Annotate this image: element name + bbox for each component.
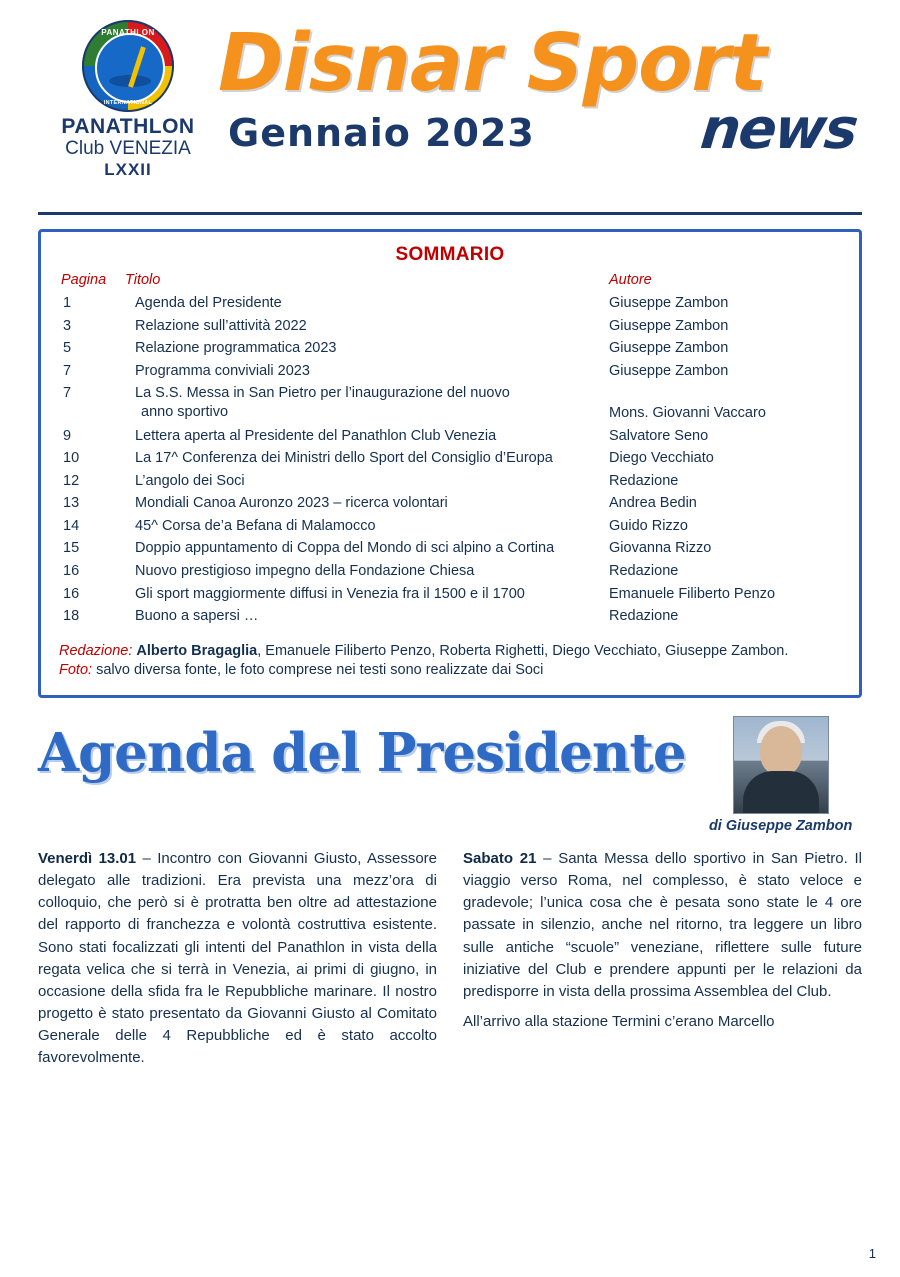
toc-page: 9: [63, 427, 72, 444]
club-roman-numeral: LXXII: [104, 159, 152, 179]
toc-header-page: Pagina: [61, 272, 107, 288]
toc-author: Redazione: [609, 608, 679, 625]
credits-foto-text: salvo diversa fonte, le foto comprese nei testi sono realizzate dai Soci: [92, 662, 544, 679]
emblem-center: [95, 33, 165, 103]
toc-page: 10: [63, 450, 80, 467]
news-wordmark: news: [697, 97, 860, 163]
publication-title: Disnar Sport: [218, 17, 767, 109]
toc-title: Lettera aperta al Presidente del Panathlon Club Venezia: [135, 427, 497, 444]
toc-title: Programma conviviali 2023: [135, 362, 310, 379]
credits-redazione-lead: Alberto Bragaglia: [136, 642, 258, 659]
table-row[interactable]: [59, 425, 841, 448]
toc-title: L’angolo dei Soci: [135, 472, 245, 489]
table-row[interactable]: [59, 470, 841, 493]
credits: [59, 642, 841, 681]
toc-page: 7: [63, 385, 72, 402]
table-row[interactable]: [59, 583, 841, 606]
toc-title: La 17^ Conferenza dei Ministri dello Sport del Consiglio d’Europa: [135, 450, 553, 467]
toc-page: 7: [63, 362, 72, 379]
summary-title: SOMMARIO: [395, 244, 505, 265]
panathlon-emblem-icon: [82, 20, 174, 112]
article-byline: di Giuseppe Zambon: [708, 817, 853, 834]
toc-title: Gli sport maggiormente diffusi in Venezia fra il 1500 e il 1700: [135, 585, 525, 602]
table-row[interactable]: [59, 382, 841, 425]
toc-title: [125, 382, 609, 425]
toc-author: Giuseppe Zambon: [609, 295, 729, 311]
toc-author: Redazione: [609, 472, 679, 489]
toc-title: Doppio appuntamento di Coppa del Mondo di sci alpino a Cortina: [135, 540, 555, 557]
table-row[interactable]: [59, 315, 841, 338]
toc-title-line1: La S.S. Messa in San Pietro per l’inaugurazione del nuovo: [135, 385, 510, 402]
table-row[interactable]: [59, 337, 841, 360]
credits-redazione-label: Redazione:: [59, 642, 133, 659]
emblem-top-text: PANATHLON: [101, 28, 155, 37]
paragraph: [38, 848, 437, 1070]
table-row[interactable]: [59, 537, 841, 560]
paragraph-text: – Incontro con Giovanni Giusto, Assessore delegato alle tradizioni. Era prevista una mezz’ora di colloquio, che però si è protratta ben oltre ad attestazione del rapporto di franchezza e volontà costruttiva esistente. Sono stati focalizzati gli intenti del Panathlon in vista della regata velica che si terrà in Venezia, ai primi di giugno, in occasione della sfida fra le Repubbliche marinare. Il nostro progetto è stato presentato da Giovanni Giusto al Comitato Generale delle 4 Repubbliche ed è stato accolto favorevolmente.: [38, 849, 437, 1067]
page-number: 1: [868, 1246, 876, 1261]
table-row[interactable]: [59, 515, 841, 538]
toc-title: Mondiali Canoa Auronzo 2023 – ricerca volontari: [135, 495, 448, 512]
title-subrow: [218, 97, 862, 163]
toc-title: Agenda del Presidente: [135, 295, 282, 311]
toc-page: 16: [63, 585, 80, 602]
toc-header-author: Autore: [609, 272, 652, 288]
toc-title-line2: anno sportivo: [141, 403, 229, 420]
toc-page: 5: [63, 340, 72, 357]
article-body: [38, 848, 862, 1078]
toc-author-text: Mons. Giovanni Vaccaro: [609, 405, 766, 422]
article-title: Agenda del Presidente: [38, 721, 686, 784]
toc-title: Relazione sull’attività 2022: [135, 317, 307, 334]
table-row[interactable]: [59, 605, 841, 628]
credits-redazione: [59, 642, 841, 662]
paragraph-text: – Santa Messa dello sportivo in San Pietro. Il viaggio verso Roma, nel complesso, è stato veloce e gradevole; l’unica cosa che è pesata sono state le 4 ore passate in silenzio, anche nel ritorno, tra leggere un libro sulle antiche “scuole” veneziane, riflettere sulle future iniziative del Club e prendere appunti per le relazioni da predisporre in vista della prossima Assemblea del Club.: [463, 849, 862, 1000]
issue-date: Gennaio 2023: [228, 111, 535, 156]
paragraph-lead: Venerdì 13.01: [38, 849, 137, 867]
masthead: [38, 0, 862, 208]
club-name: PANATHLON: [61, 115, 195, 138]
toc-author: Andrea Bedin: [609, 495, 697, 512]
photo-head-shape: [760, 726, 802, 776]
table-row[interactable]: [59, 560, 841, 583]
author-photo: [733, 716, 829, 814]
toc-author: Diego Vecchiato: [609, 450, 714, 467]
credits-redazione-rest: , Emanuele Filiberto Penzo, Roberta Righetti, Diego Vecchiato, Giuseppe Zambon.: [257, 642, 789, 659]
credits-foto-label: Foto:: [59, 662, 93, 679]
table-row[interactable]: [59, 360, 841, 383]
toc-page: 1: [63, 295, 72, 311]
toc-header-title: Titolo: [125, 272, 161, 288]
summary-box: [38, 229, 862, 698]
toc-author: Giuseppe Zambon: [609, 317, 729, 334]
toc-title: Relazione programmatica 2023: [135, 340, 337, 357]
toc-author: Emanuele Filiberto Penzo: [609, 585, 776, 602]
toc-title: Buono a sapersi …: [135, 608, 259, 625]
toc-header-row: [59, 272, 841, 292]
paragraph-lead: Sabato 21: [463, 849, 537, 867]
toc-title: 45^ Corsa de’a Befana di Malamocco: [135, 517, 376, 534]
emblem-bottom-text: INTERNATIONAL: [103, 100, 153, 106]
author-block: [686, 716, 876, 834]
table-row[interactable]: [59, 292, 841, 315]
paragraph: All’arrivo alla stazione Termini c’erano Marcello: [463, 1013, 775, 1031]
toc-author: Guido Rizzo: [609, 517, 688, 534]
table-row[interactable]: [59, 447, 841, 470]
club-city: Club VENEZIA: [65, 138, 191, 160]
toc-page: 13: [63, 495, 80, 512]
toc-page: 12: [63, 472, 80, 489]
toc-author: Redazione: [609, 563, 679, 580]
toc-author: Giuseppe Zambon: [609, 340, 729, 357]
paragraph: [463, 848, 862, 1003]
credits-foto: [59, 661, 841, 681]
article-header: [38, 716, 862, 846]
toc-author: Salvatore Seno: [609, 427, 709, 444]
toc-page: 3: [63, 317, 72, 334]
column-left: [38, 848, 437, 1078]
title-block: [218, 0, 862, 163]
toc-page: 18: [63, 608, 80, 625]
photo-body-shape: [743, 771, 819, 813]
toc-page: 16: [63, 563, 80, 580]
column-right: [463, 848, 862, 1078]
club-logo: [38, 0, 218, 180]
toc-author: Giuseppe Zambon: [609, 362, 729, 379]
header-divider: [38, 212, 862, 215]
toc-author: [609, 382, 841, 425]
toc-page: 14: [63, 517, 80, 534]
table-of-contents: [59, 272, 841, 628]
toc-author: Giovanna Rizzo: [609, 540, 712, 557]
table-row[interactable]: [59, 492, 841, 515]
toc-title: Nuovo prestigioso impegno della Fondazione Chiesa: [135, 563, 475, 580]
toc-page: 15: [63, 540, 80, 557]
